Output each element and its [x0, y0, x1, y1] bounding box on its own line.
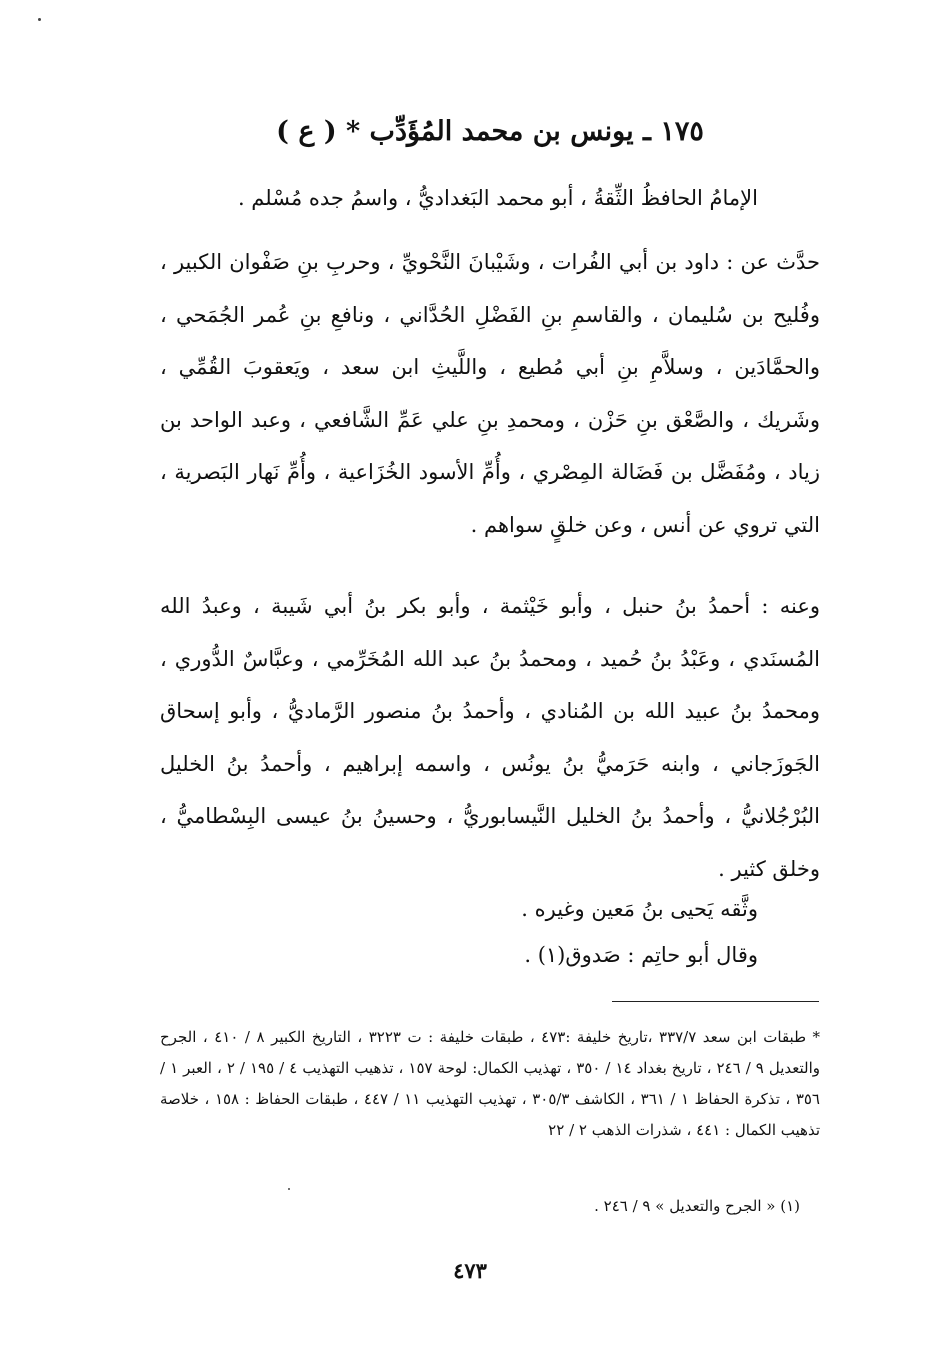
entry-title: ١٧٥ ـ يونس بن محمد المُؤَدِّب * ( ع ) [276, 116, 704, 147]
students-paragraph: وعنه : أحمدُ بنُ حنبل ، وأبو خَيْثمة ، وأبو بكر بنُ أبي شَيبة ، وعبدُ الله المُسنَدي ، وعَبْدُ بنُ حُميد ، ومحمدُ بنُ عبد الله المُخَرِّمي ، وعبَّاسٌ الدُّوري ، ومحمدُ بنُ عبيد الله بن المُنادي ، وأحمدُ بنُ منصور الرَّماديُّ ، وأبو إسحاق الجَوزَجاني ، وابنه حَرَميُّ بنُ يونُس ، واسمه إبراهيم ، وأحمدُ بنُ الخليل البُرْجُلانيُّ ، وأحمدُ بنُ الخليل النَّيسابوريُّ ، وحسينُ بنُ عيسى البِسْطاميُّ ، وخلق كثير . [160, 594, 820, 881]
entry-intro: الإمامُ الحافظُ الثِّقةُ ، أبو محمد البَغداديُّ ، واسمُ جده مُسْلم . [237, 186, 758, 210]
scan-speck [288, 1188, 290, 1190]
scan-speck [38, 18, 41, 21]
footnote-1: (١) « الجرح والتعديل » ٩ / ٢٤٦ . [594, 1197, 800, 1215]
abu-hatim-line: وقال أبو حاتِم : صَدوق(١) . [524, 943, 758, 967]
footnote-divider [612, 1001, 819, 1002]
sources-footnote: * طبقات ابن سعد ٣٣٧/٧ ،تاريخ خليفة :٤٧٣ ، طبقات خليفة : ت ٣٢٢٣ ، التاريخ الكبير ٨ / ٤١٠ ، الجرح والتعديل ٩ / ٢٤٦ ، تاريخ بغداد ١٤ / ٣٥٠ ، تهذيب الكمال: لوحة ١٥٧ ، تذهيب التهذيب ٤ / ١٩٥ / ٢ ، العبر ١ / ٣٥٦ ، تذكرة الحفاظ ١ / ٣٦١ ، الكاشف ٣٠٥/٣ ، تهذيب التهذيب ١١ / ٤٤٧ ، طبقات الحفاظ : ١٥٨ ، خلاصة تذهيب الكمال : ٤٤١ ، شذرات الذهب ٢ / ٢٢ [160, 1028, 821, 1139]
authentication-line: وثَّقه يَحيى بنُ مَعين وغيره . [521, 897, 758, 921]
page-number: ٤٧٣ [453, 1258, 487, 1283]
teachers-paragraph: حدَّث عن : داود بن أبي الفُرات ، وشَيْبانَ النَّحْويِّ ، وحربِ بنِ صَفْوان الكبير ، وفُليح بن سُليمان ، والقاسمِ بنِ الفَضْلِ الحُدَّاني ، ونافعِ بنِ عُمر الجُمَحي ، والحمَّادَين ، وسلاَّمِ بنِ أبي مُطيع ، واللَّيثِ ابن سعد ، ويَعقوبَ القُمِّي ، وشَريك ، والصَّعْق بنِ حَزْن ، ومحمدِ بنِ علي عَمِّ الشَّافعي ، وعبد الواحد بن زياد ، ومُفَضَّل بن فَضَالة المِصْري ، وأُمِّ الأسود الخُزَاعية ، وأُمِّ نَهار البَصرية ، التي تروي عن أنس ، وعن خلقٍ سواهم . [160, 250, 820, 537]
